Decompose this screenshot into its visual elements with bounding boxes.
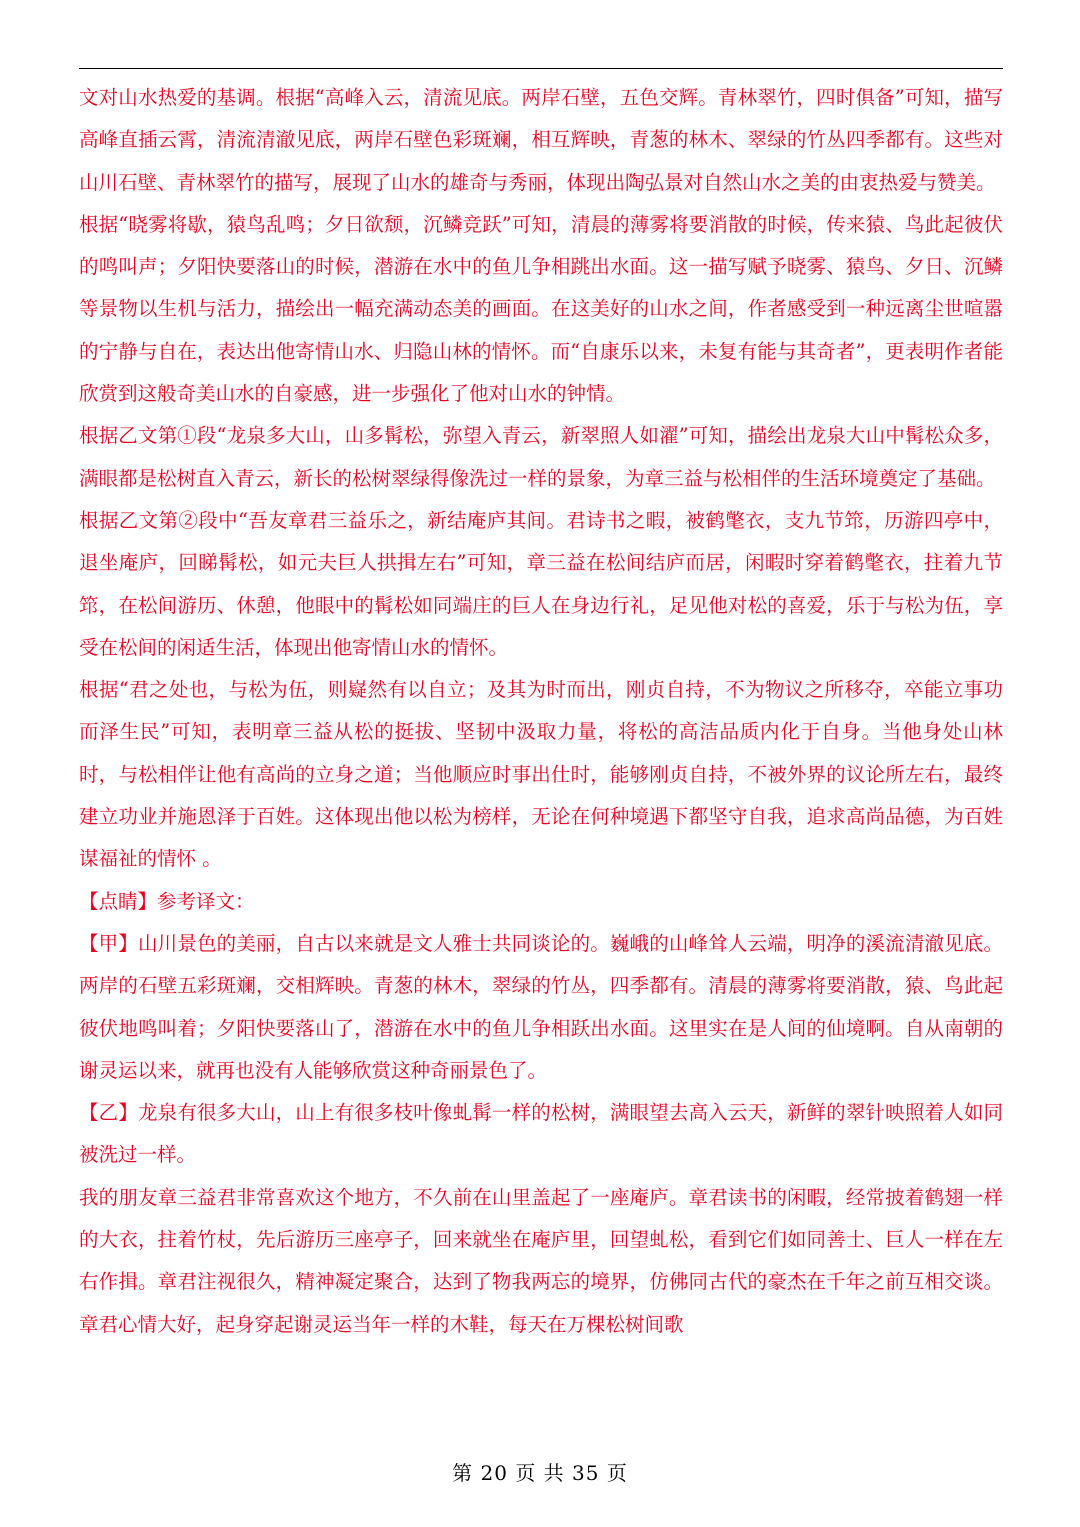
paragraph-analysis-yi-2: 根据乙文第②段中“吾友章君三益乐之，新结庵庐其间。君诗书之暇，被鹤氅衣，支九节筇，历游四亭中，退坐庵庐，回睇髯松，如元夫巨人拱揖左右”可知，章三益在松间结庐而居，闲暇时穿着鹤氅衣，拄着九节筇，在松间游历、休憩，他眼中的髯松如同端庄的巨人在身边行礼，足见他对松的喜爱，乐于与松为伍，享受在松间的闲适生活，体现出他寄情山水的情怀。 [79,508,1003,659]
paragraph-analysis-jia-dynamic: 根据“晓雾将歇，猿鸟乱鸣；夕日欲颓，沉鳞竞跃”可知，清晨的薄雾将要消散的时候，传来猿、鸟此起彼伏的鸣叫声；夕阳快要落山的时候，潜游在水中的鱼儿争相跳出水面。这一描写赋予晓雾、猿鸟、夕日、沉鳞等景物以生机与活力，描绘出一幅充满动态美的画面。在这美好的山水之间，作者感受到一种远离尘世喧嚣的宁静与自在，表达出他寄情山水、归隐山林的情怀。而“自康乐以来，未复有能与其奇者”，更表明作者能欣赏到这般奇美山水的自豪感，进一步强化了他对山水的钟情。 [79,212,1003,406]
dianjing-heading: 【点睛】参考译文： [79,889,255,913]
translation-yi-1: 【乙】龙泉有很多大山，山上有很多枝叶像虬髯一样的松树，满眼望去高入云天，新鲜的翠针映照着人如同被洗过一样。 [79,1101,1003,1167]
translation-jia: 【甲】山川景色的美丽，自古以来就是文人雅士共同谈论的。巍峨的山峰耸人云端，明净的溪流清澈见底。两岸的石壁五彩斑斓，交相辉映。青葱的林木，翠绿的竹丛，四季都有。清晨的薄雾将要消散，猿、鸟此起彼伏地鸣叫着；夕阳快要落山了，潜游在水中的鱼儿争相跃出水面。这里实在是人间的仙境啊。自从南朝的谢灵运以来，就再也没有人能够欣赏这种奇丽景色了。 [79,931,1003,1082]
paragraph-analysis-yi-3: 根据“君之处也，与松为伍，则嶷然有以自立；及其为时而出，刚贞自持，不为物议之所移夺，卒能立事功而泽生民”可知，表明章三益从松的挺拔、坚韧中汲取力量，将松的高洁品质内化于自身。当他身处山林时，与松相伴让他有高尚的立身之道；当他顺应时事出仕时，能够刚贞自持，不被外界的议论所左右，最终建立功业并施恩泽于百姓。这体现出他以松为榜样，无论在何种境遇下都坚守自我，追求高尚品德，为百姓谋福祉的情怀 。 [79,678,1003,871]
translation-yi-2: 我的朋友章三益君非常喜欢这个地方，不久前在山里盖起了一座庵庐。章君读书的闲暇，经常披着鹤翅一样的大衣，拄着竹杖，先后游历三座亭子，回来就坐在庵庐里，回望虬松，看到它们如同善士、巨人一样在左右作揖。章君注视很久，精神凝定聚合，达到了物我两忘的境界，仿佛同古代的豪杰在千年之前互相交谈。章君心情大好，起身穿起谢灵运当年一样的木鞋，每天在万棵松树间歌 [79,1185,1003,1336]
page-number-footer: 第 20 页 共 35 页 [452,1461,628,1485]
header-divider [79,68,1003,69]
paragraph-analysis-jia-intro: 文对山水热爱的基调。根据“高峰入云，清流见底。两岸石壁，五色交辉。青林翠竹，四时俱备”可知，描写高峰直插云霄，清流清澈见底，两岸石壁色彩斑斓，相互辉映，青葱的林木、翠绿的竹丛四季都有。这些对山川石壁、青林翠竹的描写，展现了山水的雄奇与秀丽，体现出陶弘景对自然山水之美的由衷热爱与赞美。 [79,86,1003,194]
paragraph-analysis-yi-1: 根据乙文第①段“龙泉多大山，山多髯松，弥望入青云，新翠照人如濯”可知，描绘出龙泉大山中髯松众多，满眼都是松树直入青云，新长的松树翠绿得像洗过一样的景象，为章三益与松相伴的生活环境奠定了基础。 [79,424,1003,490]
document-body [79,77,1003,1346]
